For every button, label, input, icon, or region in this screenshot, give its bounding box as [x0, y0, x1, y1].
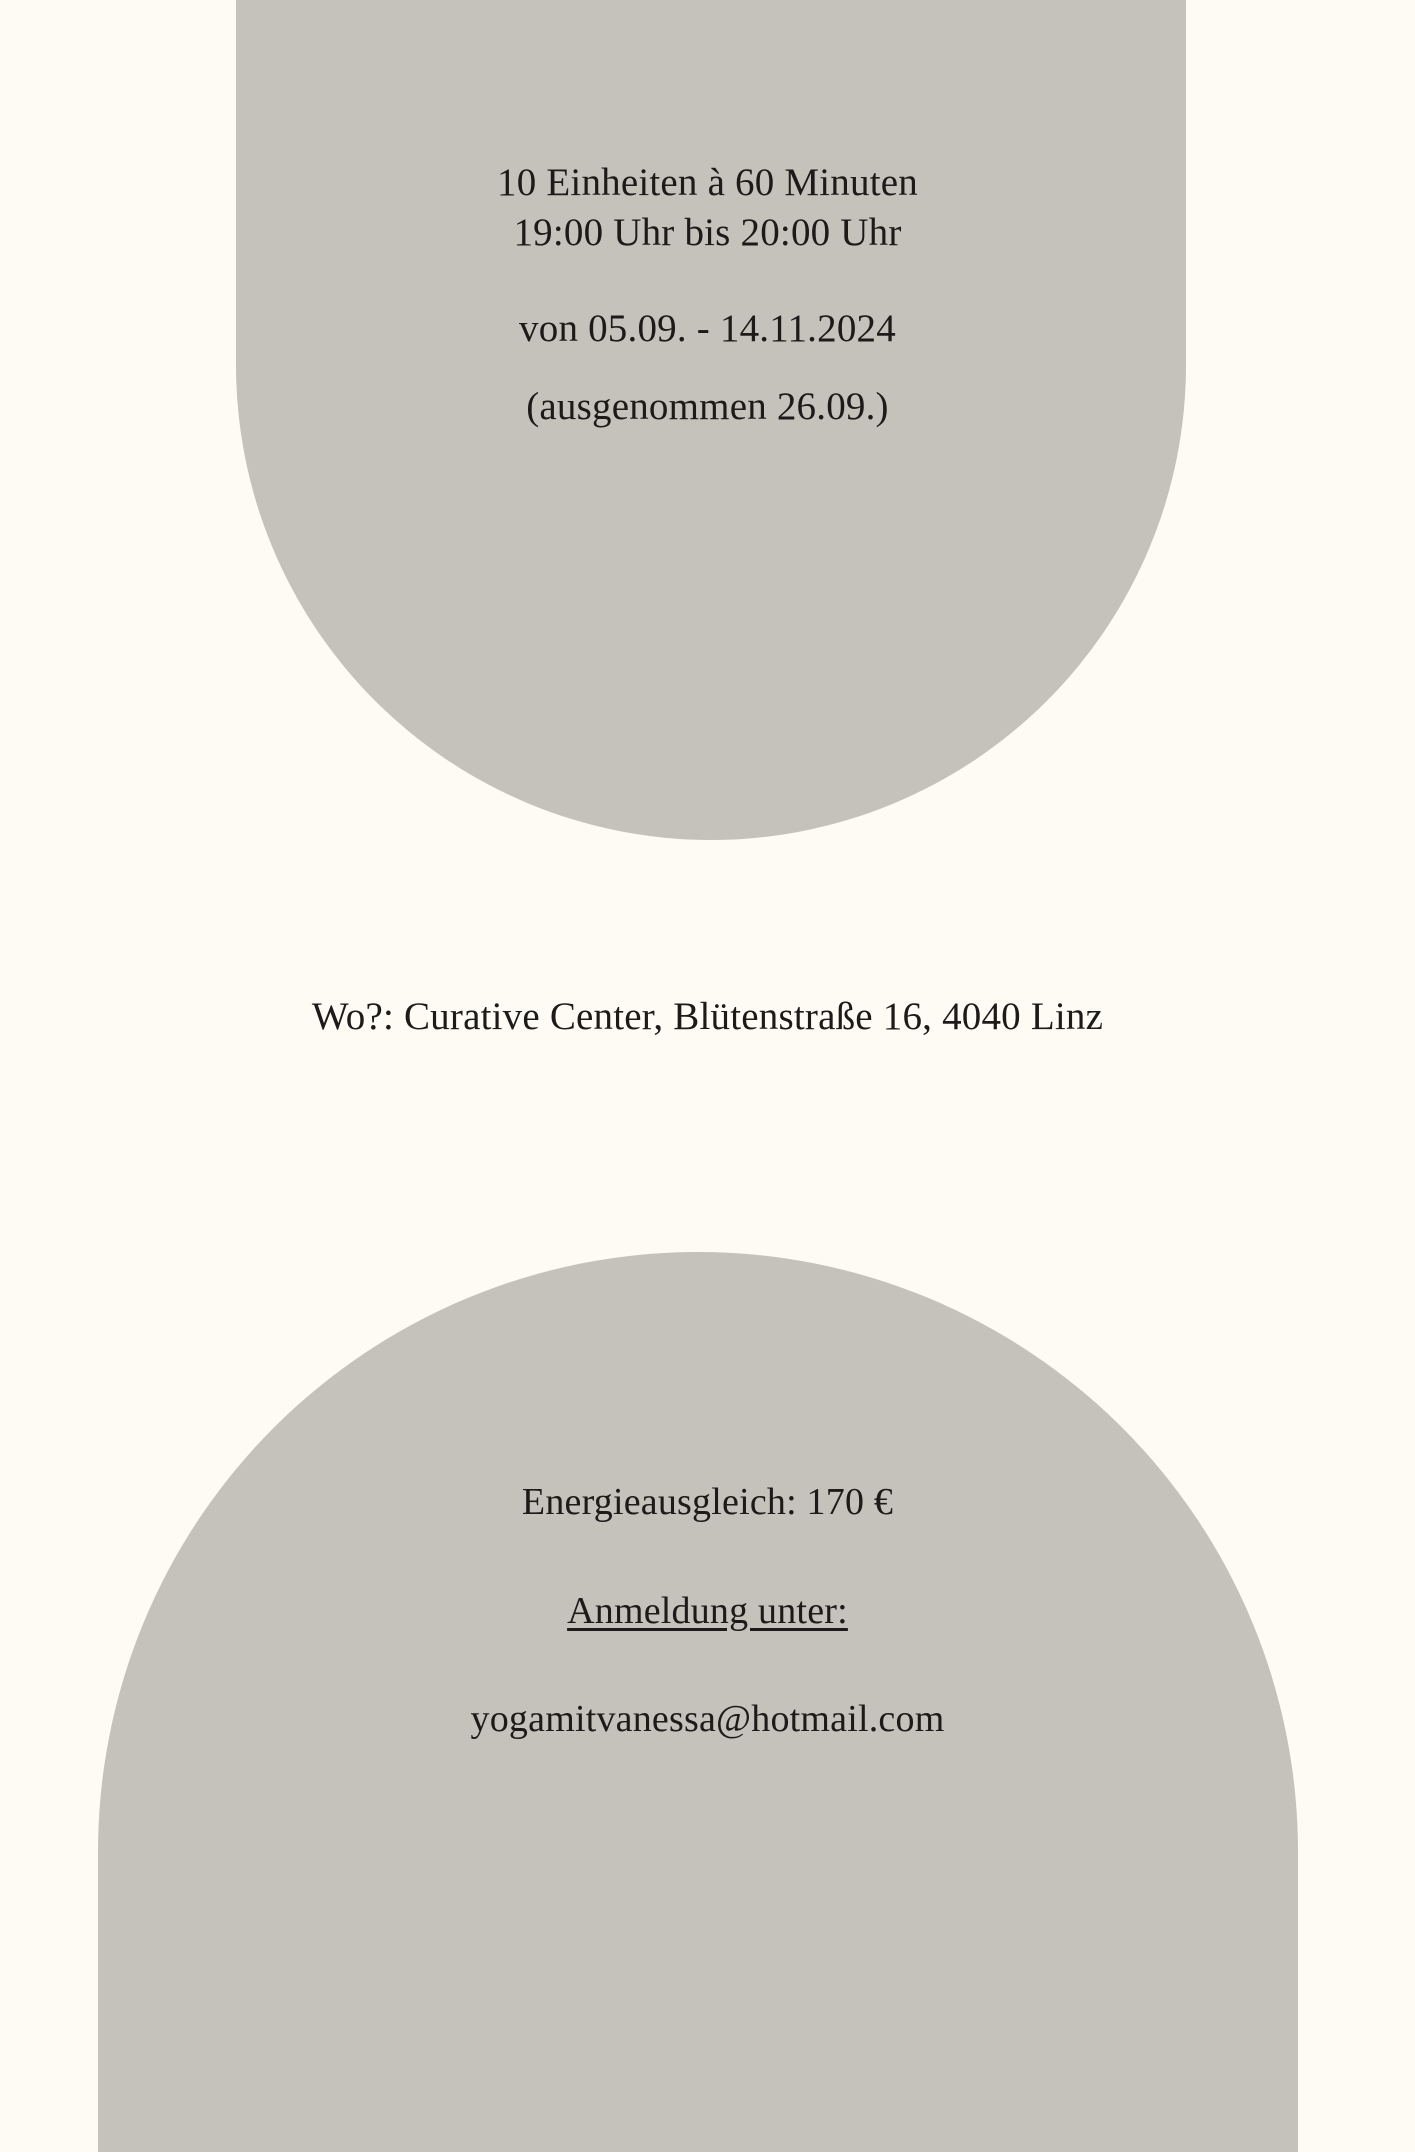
venue-address-line: Wo?: Curative Center, Blütenstraße 16, 4040 Linz [311, 995, 1104, 1038]
registration-block [0, 1478, 1415, 1744]
spacer-2 [0, 354, 1415, 382]
location-block [0, 992, 1415, 1042]
signup-label: Anmeldung unter: [567, 1589, 848, 1632]
spacer-3 [0, 1527, 1415, 1587]
sessions-duration-line: 10 Einheiten à 60 Minuten [497, 161, 918, 204]
contact-email[interactable]: yogamitvanessa@hotmail.com [470, 1698, 945, 1741]
date-range-line: von 05.09. - 14.11.2024 [519, 306, 896, 350]
exception-date-line: (ausgenommen 26.09.) [526, 384, 889, 428]
price-line: Energieausgleich: 170 € [521, 1481, 894, 1523]
time-range-line: 19:00 Uhr bis 20:00 Uhr [513, 210, 902, 254]
spacer-4 [0, 1635, 1415, 1695]
schedule-block [0, 158, 1415, 432]
spacer-1 [0, 258, 1415, 304]
